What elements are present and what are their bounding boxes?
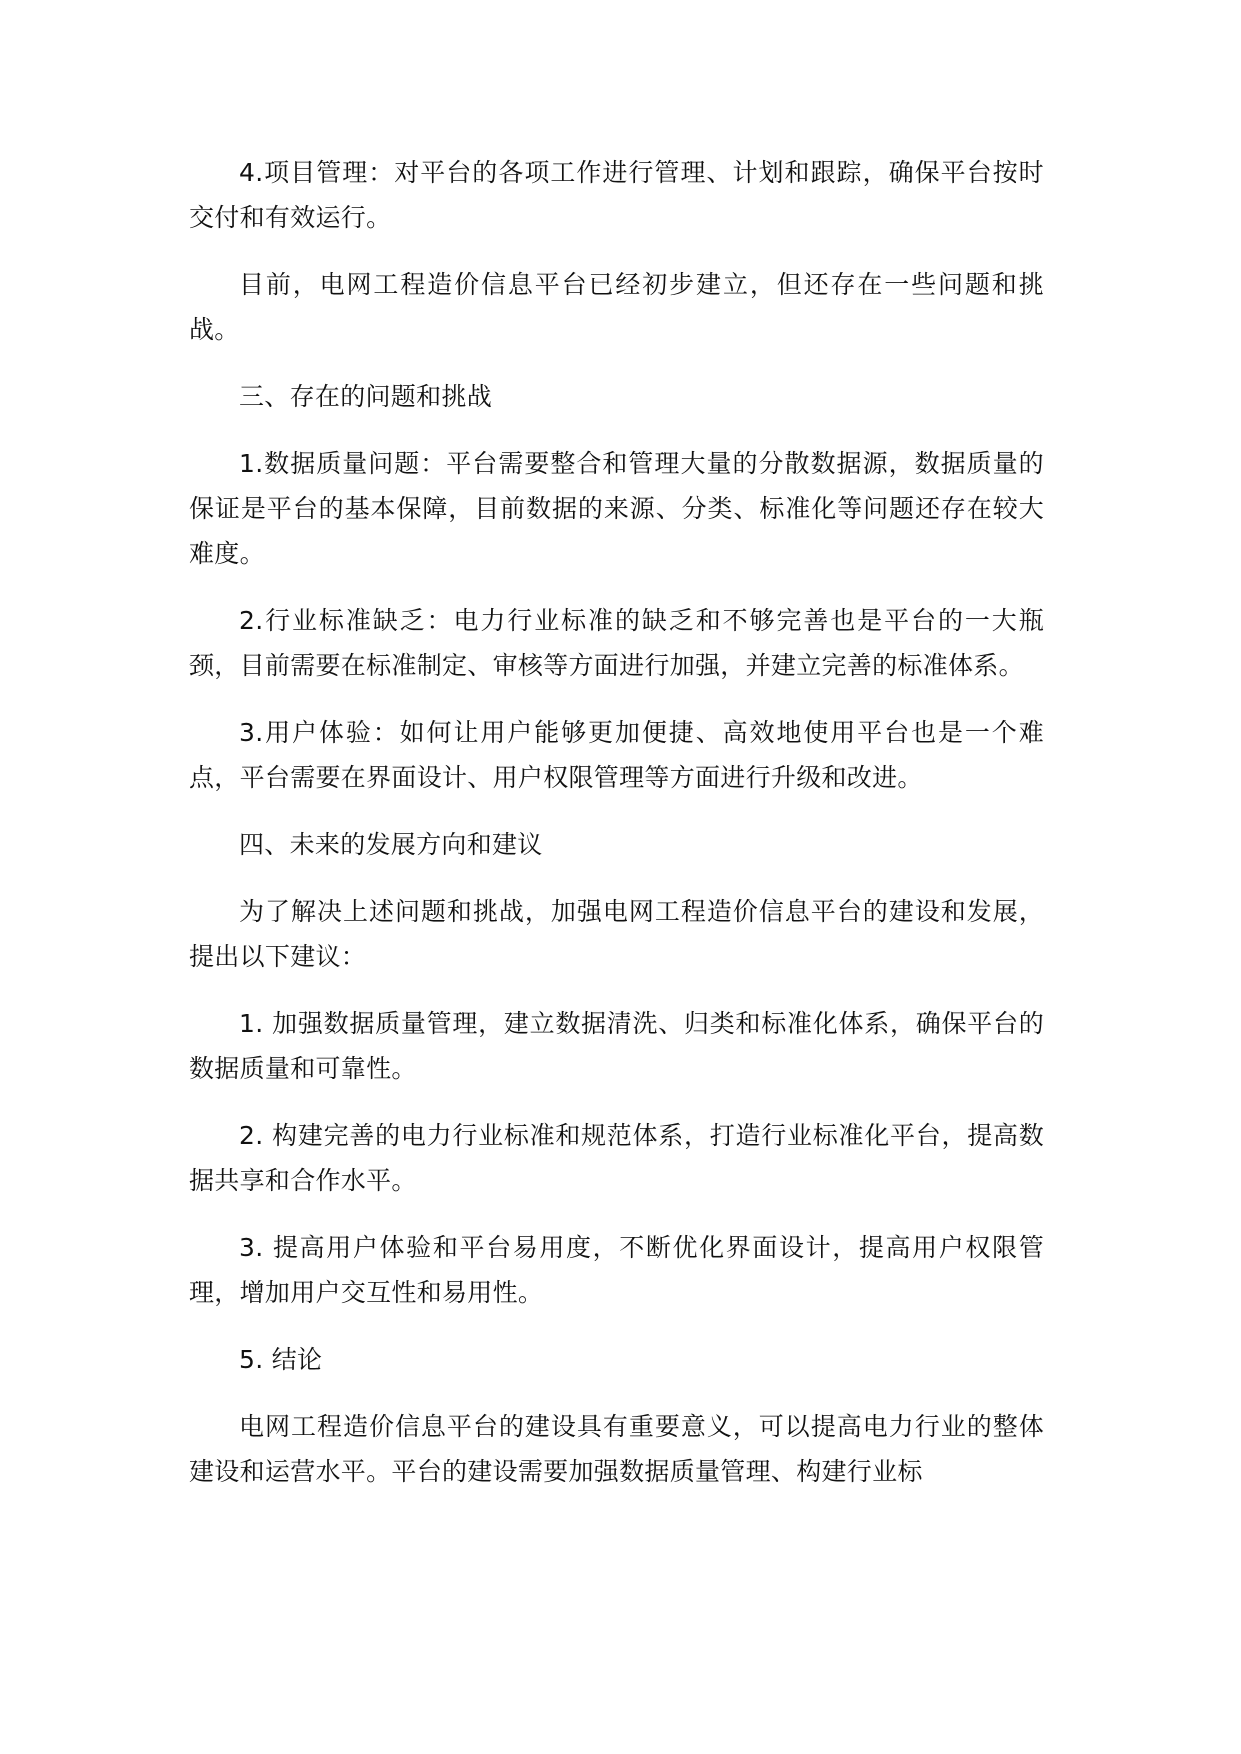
section-heading-conclusion: 5. 结论 [239,1345,323,1374]
paragraph-data-quality: 1.数据质量问题：平台需要整合和管理大量的分散数据源，数据质量的保证是平台的基本保障，目前数据的来源、分类、标准化等问题还存在较大难度。 [189,449,1044,568]
paragraph-current-status: 目前，电网工程造价信息平台已经初步建立，但还存在一些问题和挑战。 [189,270,1044,344]
paragraph-suggestions-intro: 为了解决上述问题和挑战，加强电网工程造价信息平台的建设和发展，提出以下建议： [189,897,1044,971]
paragraph-suggestion-1: 1. 加强数据质量管理，建立数据清洗、归类和标准化体系，确保平台的数据质量和可靠性。 [189,1009,1044,1083]
paragraph-conclusion: 电网工程造价信息平台的建设具有重要意义，可以提高电力行业的整体建设和运营水平。平台的建设需要加强数据质量管理、构建行业标 [189,1412,1044,1486]
section-heading-problems: 三、存在的问题和挑战 [239,382,493,411]
paragraph-project-management: 4.项目管理：对平台的各项工作进行管理、计划和跟踪，确保平台按时交付和有效运行。 [189,158,1044,232]
paragraph-suggestion-2: 2. 构建完善的电力行业标准和规范体系，打造行业标准化平台，提高数据共享和合作水平。 [189,1121,1044,1195]
section-heading-future: 四、未来的发展方向和建议 [239,830,543,859]
document-body [189,150,1044,1516]
paragraph-user-experience: 3.用户体验：如何让用户能够更加便捷、高效地使用平台也是一个难点，平台需要在界面设计、用户权限管理等方面进行升级和改进。 [189,718,1044,792]
paragraph-suggestion-3: 3. 提高用户体验和平台易用度，不断优化界面设计，提高用户权限管理，增加用户交互性和易用性。 [189,1233,1044,1307]
paragraph-industry-standards: 2.行业标准缺乏：电力行业标准的缺乏和不够完善也是平台的一大瓶颈，目前需要在标准制定、审核等方面进行加强，并建立完善的标准体系。 [189,606,1044,680]
